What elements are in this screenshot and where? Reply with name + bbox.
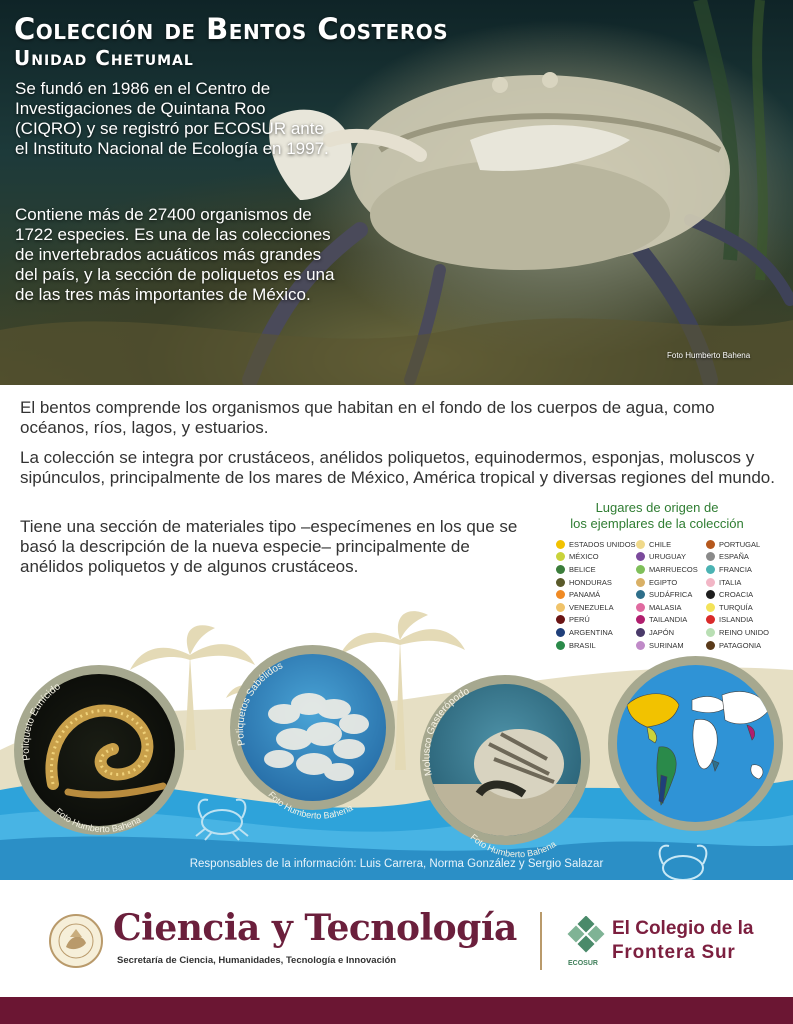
photo-credit-eunicid: Foto Humberto Bahena [53,806,143,835]
photo-credit-gastropod: Foto Humberto Bahena [468,831,558,860]
footer-divider [540,912,542,970]
legend-label: BRASIL [569,640,596,650]
body-paragraph-type-materials: Tiene una sección de materiales tipo –especímenes en los que se basó la descripción de la nueva especie– principalmente de anélidos poliquetos y de algunos crustáceos. [20,517,518,576]
legend-label: JAPÓN [649,627,675,637]
legend-label: CHILE [649,539,672,549]
legend-label: ESTADOS UNIDOS [569,539,636,549]
legend-label: MARRUECOS [649,564,698,574]
ciencia-tecnologia-logo: Ciencia y Tecnología [113,907,517,949]
legend-label: REINO UNIDO [719,627,770,637]
legend-label: URUGUAY [649,552,686,562]
legend-label: ISLANDIA [719,615,754,625]
hero-photo-credit: Foto Humberto Bahena [667,351,751,360]
mexico-seal-icon [48,913,104,969]
legend-label: PORTUGAL [719,539,761,549]
legend-label: VENEZUELA [569,602,614,612]
legend-label: ARGENTINA [569,627,613,637]
svg-text:Molusco Gasterópodo [422,686,472,777]
credits-line: Responsables de la información: Luis Carrera, Norma González y Sergio Salazar [189,858,604,870]
legend-title-line1: Lugares de origen de [595,500,719,515]
body-paragraph-definition: El bentos comprende los organismos que habitan en el fondo de los cuerpos de agua, como océanos, ríos, lagos, y estuarios. [20,398,715,437]
legend-label: HONDURAS [569,577,612,587]
ecosur-caption: ECOSUR [568,960,598,967]
photo-label-eunicid: Poliqueto Eunícido [20,681,63,762]
legend-label: MÉXICO [569,552,599,562]
legend-label: FRANCIA [719,564,752,574]
hero-paragraph-founding: Se fundó en 1986 en el Centro de Investigaciones de Quintana Roo (CIQRO) y se registró por ECOSUR ante el Instituto Nacional de Ecología en 1997. [15,79,329,158]
legend-label: TURQUÍA [719,602,753,612]
legend-label: TAILANDIA [649,615,688,625]
legend-label: SUDÁFRICA [649,590,693,600]
hero-paragraph-contents: Contiene más de 27400 organismos de 1722 especies. Es una de las colecciones de invertebrados acuáticos más grandes del país, y la sección de poliquetos es una de las tres más importantes de México. [15,205,335,304]
legend-label: ESPAÑA [719,552,749,562]
legend-label: CROACIA [719,590,754,600]
legend-label: EGIPTO [649,577,678,587]
photo-credit-sabellid: Foto Humberto Bahena [266,789,355,821]
bottom-bar [0,997,793,1024]
legend-label: PATAGONIA [719,640,762,650]
photo-label-gastropod: Molusco Gasterópodo [421,685,472,777]
legend-label: PERÚ [569,615,590,625]
ecosur-logo-icon [566,916,606,956]
page-title: Colección de Bentos Costeros [14,12,449,46]
secretaria-subtitle: Secretaría de Ciencia, Humanidades, Tecnología e Innovación [117,955,397,966]
svg-text:Foto Humberto Bahena [266,790,354,821]
svg-text:Foto Humberto Bahena [469,832,558,859]
legend-label: MALASIA [649,602,682,612]
page-subtitle: Unidad Chetumal [14,46,194,70]
photo-label-sabellid: Poliquetos Sabélidos [235,660,285,747]
svg-text:Foto Humberto Bahena [54,806,143,834]
colegio-name-line1: El Colegio de la [612,918,754,939]
legend-label: BELICE [569,564,596,574]
colegio-name-line2: Frontera Sur [612,942,736,963]
legend-label: PANAMÁ [569,590,601,600]
svg-text:Poliqueto Eunícido [21,681,63,761]
legend-title-line2: los ejemplares de la colección [570,516,744,531]
svg-text:Poliquetos Sabélidos [235,660,284,746]
legend-label: SURINAM [649,640,684,650]
body-paragraph-composition: La colección se integra por crustáceos, anélidos poliquetos, equinodermos, esponjas, moluscos y sipúnculos, principalmente de los mares de México, América tropical y diversas regiones del mundo. [20,448,775,487]
legend-label: ITALIA [719,577,742,587]
footer [0,880,793,995]
